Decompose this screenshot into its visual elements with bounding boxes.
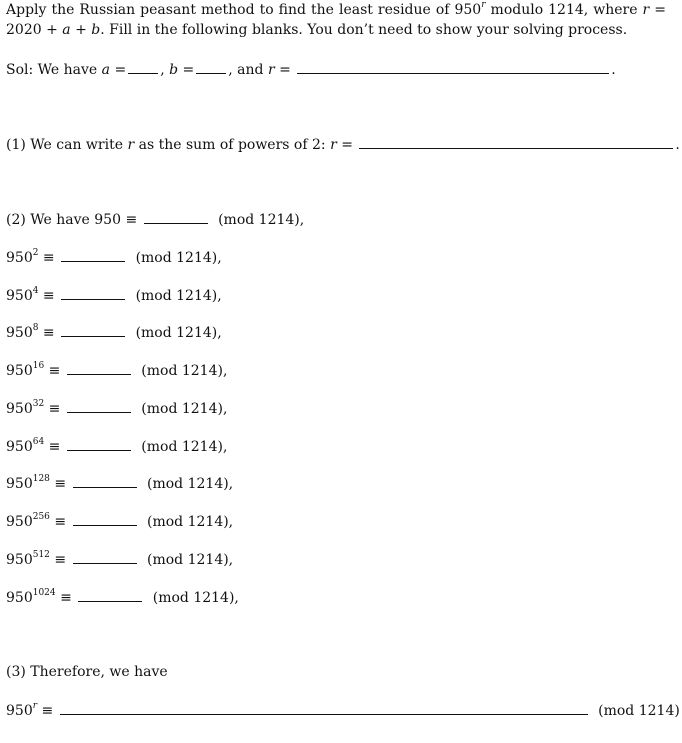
- congruent-symbol: ≡: [42, 288, 55, 304]
- part1-period: .: [675, 137, 680, 153]
- exponent-r: r: [481, 0, 486, 11]
- r-variable: r: [642, 2, 650, 18]
- part1-rest: as the sum of powers of 2:: [134, 137, 331, 153]
- congruent-symbol: ≡: [54, 476, 67, 492]
- power-row-64: [6, 436, 227, 457]
- residue-blank-8[interactable]: [61, 322, 125, 337]
- congruent-symbol: ≡: [41, 703, 54, 719]
- residue-blank-4[interactable]: [61, 285, 125, 300]
- base-950: 950: [6, 514, 33, 530]
- r-equals: r =: [267, 62, 291, 78]
- power-row-512: [6, 549, 233, 570]
- exponent: 256: [32, 512, 50, 523]
- congruent-symbol: ≡: [60, 590, 72, 606]
- exponent: 64: [32, 437, 45, 448]
- residue-blank-1024[interactable]: [78, 587, 142, 602]
- base-950: 950: [6, 590, 33, 606]
- mod-label: (mod 1214),: [141, 401, 228, 417]
- residue-blank-128[interactable]: [73, 473, 137, 488]
- mod-label: (mod 1214),: [141, 439, 228, 455]
- exponent: 1024: [32, 588, 56, 599]
- a-blank[interactable]: [128, 59, 158, 74]
- mod-label: (mod 1214),: [147, 514, 234, 530]
- power-row-4: [6, 285, 222, 306]
- problem-text-4: +: [70, 22, 92, 38]
- exponent-r: r: [32, 701, 38, 712]
- part1-line: [6, 134, 680, 155]
- and-r-text: , and: [228, 62, 268, 78]
- base-950: 950: [6, 250, 33, 266]
- mod-label: (mod 1214),: [141, 363, 228, 379]
- congruent-symbol: ≡: [48, 439, 61, 455]
- problem-text-2: modulo 1214, where: [485, 2, 643, 18]
- residue-blank-512[interactable]: [73, 549, 137, 564]
- congruent-symbol: ≡: [42, 325, 55, 341]
- a-variable: a: [62, 22, 71, 38]
- sol-period: .: [611, 62, 616, 78]
- power-row-1024: [6, 587, 239, 608]
- exponent: 2: [32, 248, 39, 259]
- power-row-8: [6, 322, 222, 343]
- power-row-32: [6, 398, 227, 419]
- mod-label: (mod 1214): [598, 703, 680, 719]
- part2-intro: (2) We have 950 ≡: [6, 212, 138, 228]
- residue-blank-2[interactable]: [61, 247, 125, 262]
- congruent-symbol: ≡: [42, 250, 55, 266]
- base-950: 950: [6, 703, 33, 719]
- final-answer-line: [6, 700, 680, 721]
- problem-text-5: . Fill in the following blanks. You don’t need to show your solving process.: [100, 22, 628, 38]
- part1-r-equals: r =: [330, 137, 353, 153]
- power-row-16: [6, 360, 227, 381]
- mod-label: (mod 1214),: [147, 476, 234, 492]
- problem-text-3: = 2020 +: [6, 2, 667, 38]
- residue-blank-16[interactable]: [67, 360, 131, 375]
- comma: ,: [160, 62, 165, 78]
- a-equals: a =: [101, 62, 127, 78]
- exponent: 16: [32, 361, 45, 372]
- base-950: 950: [6, 363, 33, 379]
- part3-line: [6, 662, 168, 682]
- b-blank[interactable]: [196, 59, 226, 74]
- base-950: 950: [6, 476, 33, 492]
- powers-sum-blank[interactable]: [359, 134, 673, 149]
- mod-label: (mod 1214),: [147, 552, 234, 568]
- residue-blank-64[interactable]: [67, 436, 131, 451]
- congruent-symbol: ≡: [48, 401, 61, 417]
- problem-text-1: Apply the Russian peasant method to find the least residue of 950: [6, 2, 482, 18]
- exponent: 32: [32, 399, 45, 410]
- congruent-symbol: ≡: [48, 363, 61, 379]
- base-950: 950: [6, 288, 33, 304]
- residue-blank-1[interactable]: [144, 209, 208, 224]
- b-equals: b =: [169, 62, 195, 78]
- r-blank[interactable]: [297, 59, 609, 74]
- mod-label: (mod 1214),: [135, 325, 222, 341]
- congruent-symbol: ≡: [54, 552, 67, 568]
- exponent: 512: [32, 550, 50, 561]
- part1-text: (1) We can write: [6, 137, 128, 153]
- mod-label: (mod 1214),: [135, 250, 222, 266]
- mod-label: (mod 1214),: [135, 288, 222, 304]
- residue-blank-32[interactable]: [67, 398, 131, 413]
- mod-label: (mod 1214),: [218, 212, 305, 228]
- exponent: 8: [32, 323, 39, 334]
- sol-prefix: Sol: We have: [6, 62, 102, 78]
- exponent: 4: [32, 286, 39, 297]
- power-row-256: [6, 511, 233, 532]
- solution-line: [6, 59, 616, 80]
- power-row-128: [6, 473, 233, 494]
- residue-blank-256[interactable]: [73, 511, 137, 526]
- part3-text: (3) Therefore, we have: [6, 664, 168, 680]
- part2-intro-line: [6, 209, 304, 230]
- congruent-symbol: ≡: [54, 514, 67, 530]
- exponent: 128: [32, 474, 50, 485]
- final-residue-blank[interactable]: [60, 700, 588, 715]
- mod-label: (mod 1214),: [152, 590, 239, 606]
- base-950: 950: [6, 552, 33, 568]
- base-950: 950: [6, 401, 33, 417]
- power-row-2: [6, 247, 222, 268]
- problem-statement: [6, 0, 666, 40]
- b-variable: b: [91, 22, 101, 38]
- base-950: 950: [6, 325, 33, 341]
- base-950: 950: [6, 439, 33, 455]
- part1-r-variable: r: [127, 137, 135, 153]
